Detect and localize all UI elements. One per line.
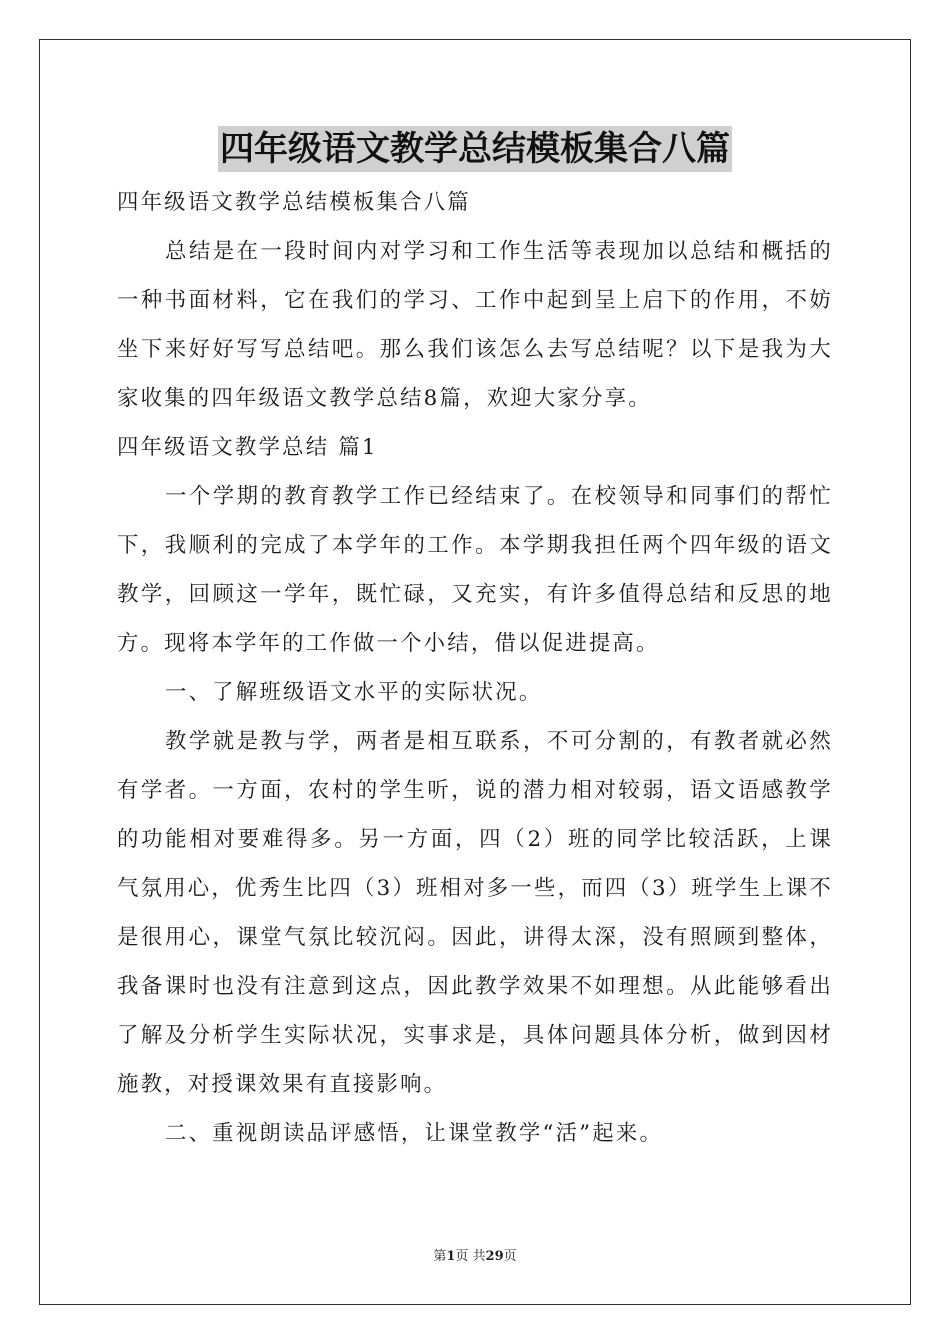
current-page-number: 1 <box>446 1249 456 1264</box>
document-title: 四年级语文教学总结模板集合八篇 <box>218 126 732 172</box>
total-pages-number: 29 <box>485 1249 504 1264</box>
document-body <box>117 178 833 1158</box>
subheading-1: 一、了解班级语文水平的实际状况。 <box>165 680 543 705</box>
subheading-2: 二、重视朗读品评感悟，让课堂教学“活”起来。 <box>165 1121 664 1146</box>
page-label-suffix: 页 <box>503 1249 517 1264</box>
paragraph-intro: 总结是在一段时间内对学习和工作生活等表现加以总结和概括的一种书面材料，它在我们的学习、工作中起到呈上启下的作用，不妨坐下来好好写写总结吧。那么我们该怎么去写总结呢？以下是我为大家收集的四年级语文教学总结8篇，欢迎大家分享。 <box>117 239 833 411</box>
document-subtitle: 四年级语文教学总结模板集合八篇 <box>117 190 471 215</box>
paragraph-2: 教学就是教与学，两者是相互联系，不可分割的，有教者就必然有学者。一方面，农村的学生听，说的潜力相对较弱，语文语感教学的功能相对要难得多。另一方面，四（2）班的同学比较活跃，上课气氛用心，优秀生比四（3）班相对多一些，而四（3）班学生上课不是很用心，课堂气氛比较沉闷。因此，讲得太深，没有照顾到整体，我备课时也没有注意到这点，因此教学效果不如理想。从此能够看出了解及分析学生实际状况，实事求是，具体问题具体分析，做到因材施教，对授课效果有直接影响。 <box>117 729 833 1097</box>
page-label-mid: 页 共 <box>455 1249 486 1264</box>
title-container <box>0 126 950 172</box>
page-footer <box>0 1245 950 1264</box>
paragraph-1: 一个学期的教育教学工作已经结束了。在校领导和同事们的帮忙下，我顺利的完成了本学年的工作。本学期我担任两个四年级的语文教学，回顾这一学年，既忙碌，又充实，有许多值得总结和反思的地方。现将本学年的工作做一个小结，借以促进提高。 <box>117 484 833 656</box>
section-heading-1: 四年级语文教学总结 篇1 <box>117 435 378 460</box>
page-label-prefix: 第 <box>433 1249 447 1264</box>
